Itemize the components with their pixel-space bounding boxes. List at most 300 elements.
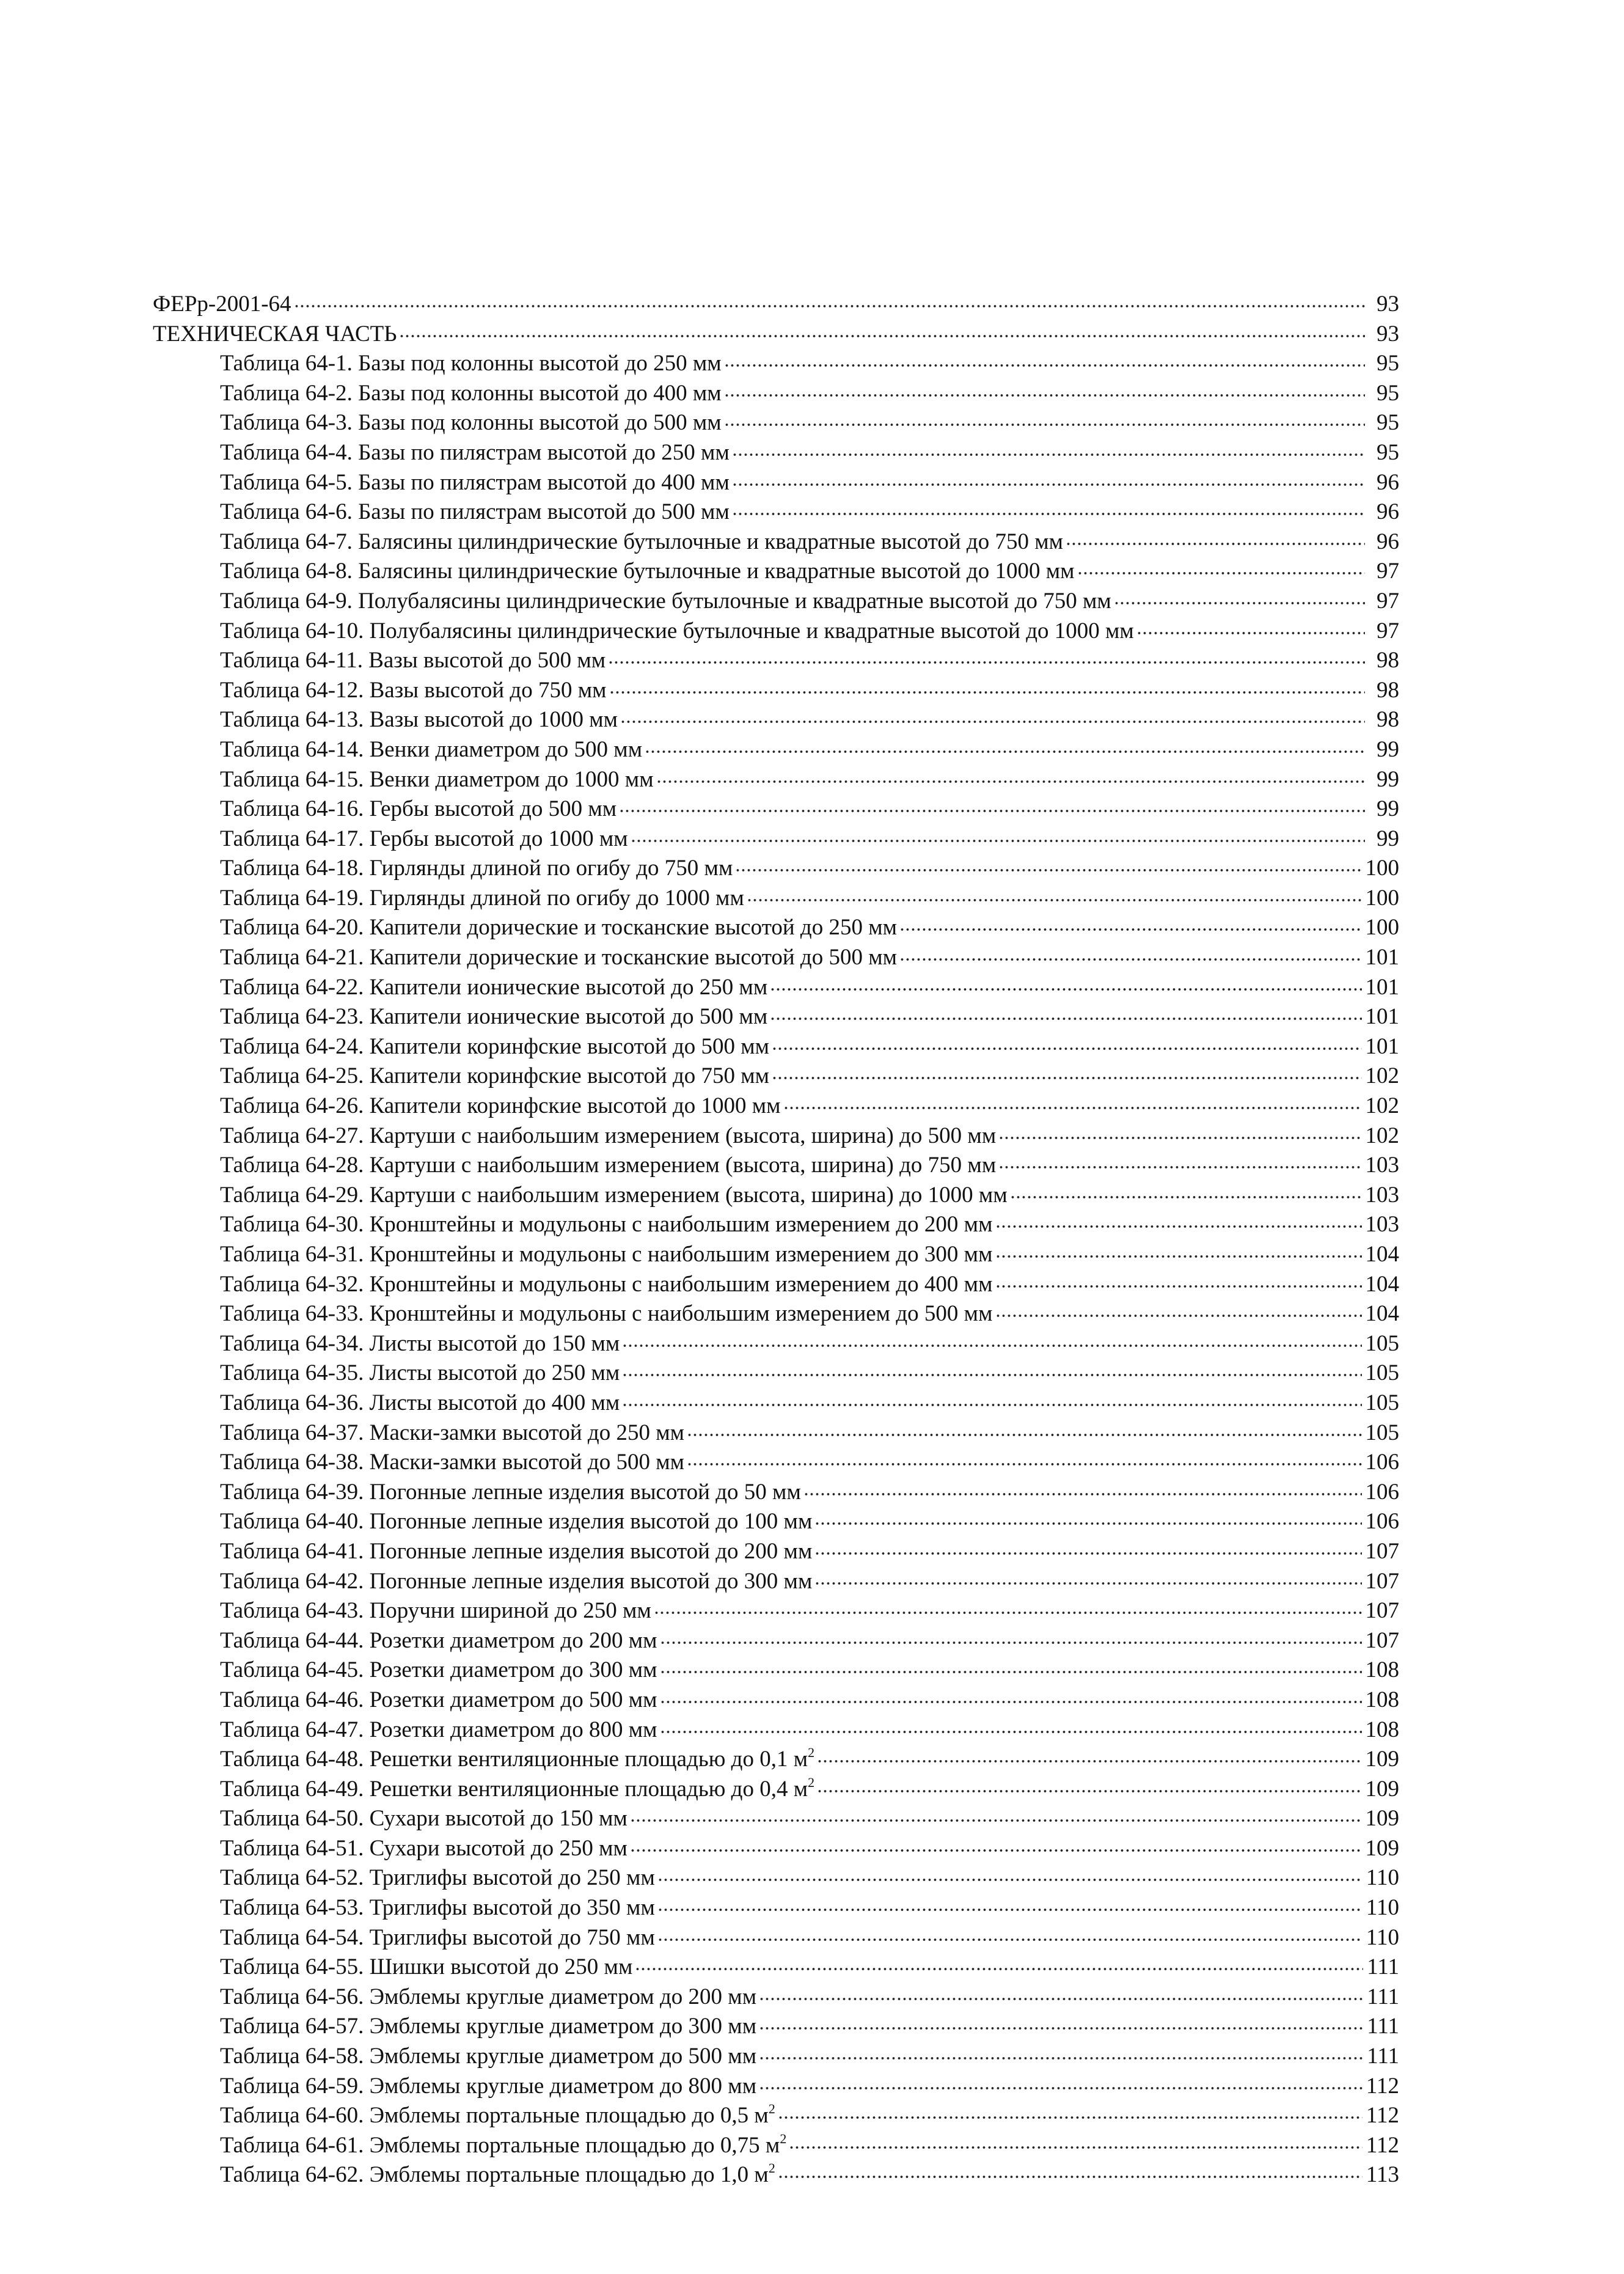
toc-entry-page-number: 98: [1377, 707, 1399, 733]
toc-entry-title: [220, 1478, 801, 1508]
toc-entry-title-text: Таблица 64-15. Венки диаметром до 1000 мм: [220, 766, 654, 792]
toc-entry-page-number: 95: [1377, 439, 1399, 465]
dot-leader: [399, 333, 1365, 339]
toc-entry[interactable]: [153, 973, 1399, 1003]
toc-entry[interactable]: [153, 320, 1399, 350]
toc-entry-title-text: Таблица 64-62. Эмблемы портальные площадью до 1,0 м: [220, 2162, 769, 2188]
toc-entry-title-text: Таблица 64-9. Полубалясины цилиндрические бутылочные и квадратные высотой до 750 мм: [220, 588, 1111, 614]
toc-entry-title: [220, 1893, 655, 1923]
toc-entry-page-number: 100: [1365, 915, 1399, 941]
toc-entry-title-text: Таблица 64-61. Эмблемы портальные площадью до 0,75 м: [220, 2132, 780, 2158]
toc-entry-title: [220, 1151, 996, 1181]
toc-entry-superscript: 2: [780, 2130, 787, 2146]
toc-entry[interactable]: [153, 1745, 1399, 1775]
dot-leader: [631, 838, 1365, 844]
toc-entry-title: [153, 320, 397, 350]
toc-entry-title-text: Таблица 64-26. Капители коринфские высотой до 1000 мм: [220, 1093, 781, 1119]
toc-entry-page-number: 109: [1365, 1747, 1399, 1772]
toc-entry-title-text: Таблица 64-48. Решетки вентиляционные площадью до 0,1 м: [220, 1747, 808, 1772]
toc-entry-page-number: 109: [1365, 1806, 1399, 1832]
toc-entry-title-text: Таблица 64-11. Вазы высотой до 500 мм: [220, 648, 606, 673]
toc-entry-title-text: Таблица 64-24. Капители коринфские высотой до 500 мм: [220, 1033, 770, 1059]
toc-entry[interactable]: [153, 1002, 1399, 1032]
toc-entry-page-number: 96: [1377, 529, 1399, 554]
toc-entry-title-text: ФЕРр-2001-64: [153, 292, 291, 317]
toc-entry-page-number: 103: [1365, 1153, 1399, 1178]
dot-leader: [657, 1907, 1362, 1913]
toc-entry-title: [220, 1834, 627, 1864]
toc-entry-title-text: Таблица 64-6. Базы по пилястрам высотой до 500 мм: [220, 499, 730, 525]
toc-entry-title-text: Таблица 64-52. Триглифы высотой до 250 мм: [220, 1865, 655, 1891]
dot-leader: [660, 1729, 1362, 1735]
toc-entry-title: [220, 1448, 684, 1478]
toc-entry-page-number: 107: [1365, 1627, 1399, 1653]
toc-entry-title-text: Таблица 64-21. Капители дорические и тосканские высотой до 500 мм: [220, 945, 898, 970]
toc-entry-title-text: Таблица 64-38. Маски-замки высотой до 500 мм: [220, 1450, 685, 1475]
dot-leader: [998, 1164, 1361, 1170]
toc-entry[interactable]: [153, 1062, 1399, 1091]
toc-entry-page-number: 100: [1365, 856, 1399, 881]
toc-entry[interactable]: [153, 1804, 1399, 1834]
toc-entry-page-number: 111: [1367, 2014, 1399, 2039]
toc-entry-page-number: 111: [1367, 2044, 1399, 2069]
toc-entry[interactable]: [153, 379, 1399, 409]
toc-entry-title-text: Таблица 64-32. Кронштейны и модульоны с наибольшим измерением до 400 мм: [220, 1271, 993, 1297]
toc-entry-page-number: 105: [1365, 1390, 1399, 1415]
toc-entry-title: [220, 1329, 620, 1359]
toc-entry[interactable]: [153, 497, 1399, 527]
toc-entry[interactable]: [153, 1567, 1399, 1597]
dot-leader: [759, 2025, 1363, 2031]
toc-entry[interactable]: [153, 1982, 1399, 2012]
toc-entry-title-text: Таблица 64-54. Триглифы высотой до 750 мм: [220, 1924, 655, 1950]
toc-entry-page-number: 108: [1365, 1687, 1399, 1712]
dot-leader: [747, 897, 1362, 903]
toc-entry-title: [220, 765, 654, 795]
toc-entry-page-number: 106: [1365, 1479, 1399, 1505]
toc-entry-page-number: 98: [1377, 677, 1399, 703]
toc-entry-title-text: Таблица 64-20. Капители дорические и тосканские высотой до 250 мм: [220, 915, 898, 941]
toc-entry[interactable]: [153, 587, 1399, 617]
toc-entry-title-text: Таблица 64-60. Эмблемы портальные площадью до 0,5 м: [220, 2103, 769, 2129]
table-of-contents: [153, 290, 1399, 2190]
toc-entry-title: [220, 646, 605, 676]
toc-entry[interactable]: [153, 2131, 1399, 2161]
toc-entry-page-number: 104: [1365, 1271, 1399, 1297]
dot-leader: [995, 1313, 1362, 1319]
toc-entry-title: [220, 854, 733, 884]
dot-leader: [817, 1758, 1361, 1764]
toc-entry-title: [220, 884, 744, 914]
toc-entry-title: [220, 1982, 756, 2012]
toc-entry[interactable]: [153, 705, 1399, 735]
toc-entry-title-text: Таблица 64-28. Картуши с наибольшим измерением (высота, ширина) до 750 мм: [220, 1153, 997, 1178]
toc-entry-title-text: Таблица 64-37. Маски-замки высотой до 250 мм: [220, 1420, 685, 1445]
toc-entry[interactable]: [153, 557, 1399, 587]
toc-entry-page-number: 105: [1365, 1330, 1399, 1356]
toc-entry-title-text: Таблица 64-29. Картуши с наибольшим измерением (высота, ширина) до 1000 мм: [220, 1182, 1008, 1208]
toc-entry-title: [220, 735, 642, 765]
toc-entry[interactable]: [153, 1359, 1399, 1388]
toc-entry-title: [220, 2042, 756, 2072]
toc-entry[interactable]: [153, 676, 1399, 706]
toc-entry-title-text: Таблица 64-25. Капители коринфские высотой до 750 мм: [220, 1063, 770, 1089]
dot-leader: [1114, 600, 1365, 606]
toc-entry-title: [220, 1299, 993, 1329]
dot-leader: [899, 926, 1361, 933]
toc-entry-title: [220, 1091, 781, 1121]
dot-leader: [778, 2114, 1362, 2121]
toc-entry-title-text: Таблица 64-23. Капители ионические высотой до 500 мм: [220, 1004, 768, 1030]
toc-entry-page-number: 95: [1377, 351, 1399, 376]
toc-entry-page-number: 99: [1377, 796, 1399, 822]
toc-entry[interactable]: [153, 1181, 1399, 1211]
toc-entry-title-text: Таблица 64-7. Балясины цилиндрические бутылочные и квадратные высотой до 750 мм: [220, 529, 1064, 554]
dot-leader: [622, 1402, 1361, 1408]
dot-leader: [735, 867, 1361, 873]
toc-entry[interactable]: [153, 438, 1399, 468]
toc-entry-title: [220, 794, 616, 824]
toc-entry-page-number: 96: [1377, 499, 1399, 525]
toc-entry-title: [220, 379, 722, 409]
toc-entry-title: [220, 2072, 756, 2102]
dot-leader: [803, 1491, 1362, 1497]
toc-entry-title-text: Таблица 64-34. Листы высотой до 150 мм: [220, 1330, 620, 1356]
toc-entry-title-text: Таблица 64-4. Базы по пилястрам высотой до 250 мм: [220, 439, 730, 465]
dot-leader: [732, 452, 1365, 458]
toc-entry[interactable]: [153, 527, 1399, 557]
toc-entry[interactable]: [153, 1329, 1399, 1359]
dot-leader: [995, 1283, 1362, 1289]
toc-entry-title: [220, 1270, 993, 1300]
toc-entry-page-number: 106: [1365, 1450, 1399, 1475]
dot-leader: [770, 986, 1361, 992]
dot-leader: [1077, 570, 1365, 576]
toc-entry-page-number: 107: [1365, 1538, 1399, 1564]
toc-entry-page-number: 110: [1366, 1865, 1399, 1891]
toc-entry-title: [220, 1745, 814, 1775]
toc-entry-title-text: Таблица 64-3. Базы под колонны высотой до 500 мм: [220, 410, 722, 436]
toc-entry-title: [220, 1181, 1008, 1211]
toc-entry-title-text: Таблица 64-40. Погонные лепные изделия высотой до 100 мм: [220, 1509, 813, 1535]
toc-entry-title-text: Таблица 64-53. Триглифы высотой до 350 мм: [220, 1895, 655, 1921]
dot-leader: [732, 511, 1365, 517]
toc-entry-page-number: 107: [1365, 1568, 1399, 1594]
toc-entry[interactable]: [153, 646, 1399, 676]
toc-entry-title-text: Таблица 64-5. Базы по пилястрам высотой до 400 мм: [220, 469, 730, 495]
toc-entry-title: [220, 468, 730, 498]
dot-leader: [608, 659, 1365, 666]
dot-leader: [759, 2055, 1363, 2061]
toc-entry-page-number: 95: [1377, 410, 1399, 436]
dot-leader: [294, 303, 1365, 309]
toc-entry-title-text: Таблица 64-31. Кронштейны и модульоны с наибольшим измерением до 300 мм: [220, 1242, 993, 1267]
toc-entry[interactable]: [153, 1091, 1399, 1121]
toc-entry-title-text: Таблица 64-39. Погонные лепные изделия высотой до 50 мм: [220, 1479, 801, 1505]
dot-leader: [772, 1046, 1361, 1052]
toc-entry-title-text: Таблица 64-36. Листы высотой до 400 мм: [220, 1390, 620, 1415]
toc-entry[interactable]: [153, 1715, 1399, 1745]
toc-entry-title-text: Таблица 64-14. Венки диаметром до 500 мм: [220, 736, 643, 762]
toc-entry-page-number: 95: [1377, 380, 1399, 406]
toc-entry-page-number: 96: [1377, 469, 1399, 495]
toc-entry[interactable]: [153, 290, 1399, 320]
toc-entry-page-number: 97: [1377, 559, 1399, 584]
toc-entry-page-number: 105: [1365, 1360, 1399, 1386]
toc-entry-page-number: 110: [1366, 1924, 1399, 1950]
dot-leader: [759, 1996, 1363, 2002]
dot-leader: [995, 1253, 1362, 1260]
toc-entry[interactable]: [153, 1448, 1399, 1478]
toc-entry-title-text: Таблица 64-17. Гербы высотой до 1000 мм: [220, 826, 628, 851]
toc-entry-title: [220, 1032, 769, 1062]
toc-entry-title-text: Таблица 64-51. Сухари высотой до 250 мм: [220, 1835, 627, 1861]
toc-entry-page-number: 105: [1365, 1420, 1399, 1445]
toc-entry-superscript: 2: [768, 2101, 775, 2117]
toc-entry-title-text: Таблица 64-19. Гирлянды длиной по огибу до 1000 мм: [220, 885, 744, 911]
dot-leader: [724, 392, 1365, 398]
dot-leader: [1136, 630, 1365, 636]
dot-leader: [998, 1135, 1361, 1141]
toc-entry[interactable]: [153, 1537, 1399, 1567]
toc-entry[interactable]: [153, 1685, 1399, 1715]
toc-entry-title: [220, 1240, 993, 1270]
toc-entry-page-number: 111: [1367, 1954, 1399, 1980]
toc-entry[interactable]: [153, 1834, 1399, 1864]
toc-entry-page-number: 93: [1377, 321, 1399, 347]
dot-leader: [630, 1847, 1362, 1854]
toc-entry-title: [220, 1121, 996, 1151]
toc-entry[interactable]: [153, 1240, 1399, 1270]
toc-entry-title-text: Таблица 64-30. Кронштейны и модульоны с наибольшим измерением до 200 мм: [220, 1212, 993, 1238]
toc-entry[interactable]: [153, 735, 1399, 765]
dot-leader: [619, 808, 1365, 814]
dot-leader: [814, 1550, 1361, 1557]
toc-entry-title-text: Таблица 64-59. Эмблемы круглые диаметром до 800 мм: [220, 2073, 757, 2099]
toc-entry-page-number: 109: [1365, 1835, 1399, 1861]
toc-entry-title-text: Таблица 64-41. Погонные лепные изделия высотой до 200 мм: [220, 1538, 813, 1564]
dot-leader: [778, 2174, 1362, 2180]
toc-entry-page-number: 98: [1377, 648, 1399, 673]
toc-entry-page-number: 106: [1365, 1509, 1399, 1535]
toc-entry-title-text: Таблица 64-47. Розетки диаметром до 800 мм: [220, 1717, 657, 1742]
toc-entry-title: [220, 1002, 767, 1032]
toc-entry[interactable]: [153, 1923, 1399, 1953]
toc-entry[interactable]: [153, 2042, 1399, 2072]
toc-entry-title: [220, 408, 722, 438]
toc-entry-title-text: Таблица 64-10. Полубалясины цилиндрические бутылочные и квадратные высотой до 1000 мм: [220, 618, 1134, 644]
toc-entry[interactable]: [153, 1863, 1399, 1893]
toc-entry-title: [220, 705, 618, 735]
toc-entry-title-text: Таблица 64-49. Решетки вентиляционные площадью до 0,4 м: [220, 1776, 808, 1802]
dot-leader: [1010, 1194, 1362, 1200]
toc-entry-title-text: ТЕХНИЧЕСКАЯ ЧАСТЬ: [153, 321, 397, 347]
dot-leader: [814, 1520, 1361, 1527]
toc-entry[interactable]: [153, 765, 1399, 795]
toc-entry[interactable]: [153, 1151, 1399, 1181]
toc-entry-page-number: 113: [1366, 2162, 1399, 2188]
dot-leader: [635, 1966, 1363, 1972]
toc-entry-title: [220, 1388, 620, 1418]
toc-entry-page-number: 112: [1366, 2132, 1399, 2158]
toc-entry-page-number: 111: [1367, 1984, 1399, 2009]
toc-entry[interactable]: [153, 1032, 1399, 1062]
toc-entry-title-text: Таблица 64-8. Балясины цилиндрические бутылочные и квадратные высотой до 1000 мм: [220, 559, 1075, 584]
toc-entry[interactable]: [153, 884, 1399, 914]
toc-entry-title: [220, 1775, 814, 1805]
toc-entry-page-number: 108: [1365, 1657, 1399, 1683]
toc-entry-title: [220, 973, 767, 1003]
toc-entry[interactable]: [153, 1596, 1399, 1626]
toc-entry[interactable]: [153, 2072, 1399, 2102]
toc-entry-title: [220, 557, 1075, 587]
dot-leader: [657, 1877, 1362, 1883]
toc-entry-title: [153, 290, 291, 320]
toc-entry[interactable]: [153, 794, 1399, 824]
toc-entry-title: [220, 1923, 655, 1953]
toc-entry-title-text: Таблица 64-1. Базы под колонны высотой до 250 мм: [220, 351, 722, 376]
toc-entry[interactable]: [153, 1893, 1399, 1923]
toc-entry-title: [220, 1537, 812, 1567]
toc-entry-page-number: 100: [1365, 885, 1399, 911]
toc-entry[interactable]: [153, 617, 1399, 647]
toc-entry[interactable]: [153, 2160, 1399, 2190]
dot-leader: [660, 1640, 1362, 1646]
toc-entry-title-text: Таблица 64-56. Эмблемы круглые диаметром до 200 мм: [220, 1984, 757, 2009]
toc-entry-page-number: 104: [1365, 1242, 1399, 1267]
toc-entry-superscript: 2: [808, 1745, 815, 1761]
toc-entry-page-number: 108: [1365, 1717, 1399, 1742]
toc-entry-title: [220, 527, 1063, 557]
toc-entry[interactable]: [153, 854, 1399, 884]
toc-entry[interactable]: [153, 1299, 1399, 1329]
toc-entry-title-text: Таблица 64-46. Розетки диаметром до 500 мм: [220, 1687, 657, 1712]
toc-entry-page-number: 101: [1365, 1033, 1399, 1059]
toc-entry-title-text: Таблица 64-12. Вазы высотой до 750 мм: [220, 677, 607, 703]
toc-entry-title: [220, 1626, 657, 1656]
toc-entry[interactable]: [153, 1418, 1399, 1448]
toc-entry-title: [220, 943, 897, 973]
dot-leader: [660, 1669, 1362, 1675]
toc-entry-title: [220, 1863, 655, 1893]
toc-entry-page-number: 93: [1377, 292, 1399, 317]
toc-entry-title-text: Таблица 64-50. Сухари высотой до 150 мм: [220, 1806, 627, 1832]
toc-entry-page-number: 107: [1365, 1598, 1399, 1624]
toc-entry-title: [220, 1062, 769, 1091]
toc-entry-superscript: 2: [768, 2160, 775, 2176]
toc-entry-title: [220, 1804, 627, 1834]
toc-entry-title: [220, 1656, 657, 1685]
dot-leader: [687, 1461, 1361, 1467]
toc-entry[interactable]: [153, 943, 1399, 973]
toc-entry-title: [220, 1596, 651, 1626]
dot-leader: [654, 1610, 1362, 1616]
toc-entry[interactable]: [153, 468, 1399, 498]
toc-entry[interactable]: [153, 913, 1399, 943]
toc-entry[interactable]: [153, 1388, 1399, 1418]
toc-entry[interactable]: [153, 1626, 1399, 1656]
dot-leader: [622, 1343, 1361, 1349]
toc-entry-title: [220, 497, 730, 527]
toc-entry[interactable]: [153, 349, 1399, 379]
dot-leader: [687, 1432, 1361, 1438]
dot-leader: [645, 749, 1365, 755]
toc-entry-title: [220, 587, 1111, 617]
toc-entry-page-number: 99: [1377, 766, 1399, 792]
dot-leader: [814, 1580, 1361, 1586]
toc-entry[interactable]: [153, 1121, 1399, 1151]
toc-entry-page-number: 102: [1365, 1063, 1399, 1089]
toc-entry-title: [220, 1507, 812, 1537]
toc-entry[interactable]: [153, 2012, 1399, 2042]
toc-entry-title-text: Таблица 64-22. Капители ионические высотой до 250 мм: [220, 974, 768, 1000]
dot-leader: [724, 362, 1365, 369]
toc-entry[interactable]: [153, 1507, 1399, 1537]
dot-leader: [656, 779, 1365, 785]
toc-entry[interactable]: [153, 1656, 1399, 1685]
dot-leader: [622, 1372, 1361, 1378]
toc-entry-title: [220, 2131, 786, 2161]
toc-entry-title: [220, 1359, 620, 1388]
toc-entry[interactable]: [153, 1775, 1399, 1805]
toc-entry-page-number: 102: [1365, 1123, 1399, 1148]
toc-entry-title-text: Таблица 64-58. Эмблемы круглые диаметром до 500 мм: [220, 2044, 757, 2069]
toc-entry-title-text: Таблица 64-55. Шишки высотой до 250 мм: [220, 1954, 633, 1980]
toc-entry-page-number: 102: [1365, 1093, 1399, 1119]
toc-entry-title: [220, 676, 607, 706]
dot-leader: [609, 689, 1365, 695]
dot-leader: [899, 956, 1361, 963]
toc-entry-page-number: 104: [1365, 1301, 1399, 1327]
toc-entry-title: [220, 2012, 756, 2042]
toc-entry-title-text: Таблица 64-42. Погонные лепные изделия высотой до 300 мм: [220, 1568, 813, 1594]
toc-entry[interactable]: [153, 2101, 1399, 2131]
dot-leader: [772, 1075, 1361, 1081]
toc-entry-title: [220, 1685, 657, 1715]
dot-leader: [630, 1817, 1362, 1824]
toc-entry-page-number: 101: [1365, 1004, 1399, 1030]
toc-entry-title: [220, 1567, 812, 1597]
toc-entry-title-text: Таблица 64-44. Розетки диаметром до 200 мм: [220, 1627, 657, 1653]
toc-entry-title: [220, 438, 730, 468]
toc-entry-page-number: 97: [1377, 618, 1399, 644]
toc-entry-title: [220, 1210, 993, 1240]
dot-leader: [770, 1016, 1361, 1022]
toc-entry[interactable]: [153, 1270, 1399, 1300]
toc-entry-title: [220, 2101, 775, 2131]
toc-entry[interactable]: [153, 824, 1399, 854]
toc-entry-title: [220, 2160, 775, 2190]
toc-entry-title-text: Таблица 64-2. Базы под колонны высотой до 400 мм: [220, 380, 722, 406]
toc-entry-page-number: 101: [1365, 945, 1399, 970]
toc-entry[interactable]: [153, 1478, 1399, 1508]
toc-entry-title: [220, 1418, 684, 1448]
toc-entry-title: [220, 913, 897, 943]
dot-leader: [660, 1699, 1362, 1705]
toc-entry-page-number: 109: [1365, 1776, 1399, 1802]
toc-entry-title-text: Таблица 64-57. Эмблемы круглые диаметром до 300 мм: [220, 2014, 757, 2039]
toc-entry-title: [220, 349, 722, 379]
toc-entry-title-text: Таблица 64-18. Гирлянды длиной по огибу до 750 мм: [220, 856, 733, 881]
dot-leader: [724, 422, 1365, 428]
toc-entry-title-text: Таблица 64-35. Листы высотой до 250 мм: [220, 1360, 620, 1386]
toc-entry-title: [220, 617, 1134, 647]
dot-leader: [657, 1937, 1362, 1943]
toc-entry[interactable]: [153, 1953, 1399, 1982]
toc-entry[interactable]: [153, 1210, 1399, 1240]
toc-entry-page-number: 112: [1366, 2103, 1399, 2129]
toc-entry[interactable]: [153, 408, 1399, 438]
